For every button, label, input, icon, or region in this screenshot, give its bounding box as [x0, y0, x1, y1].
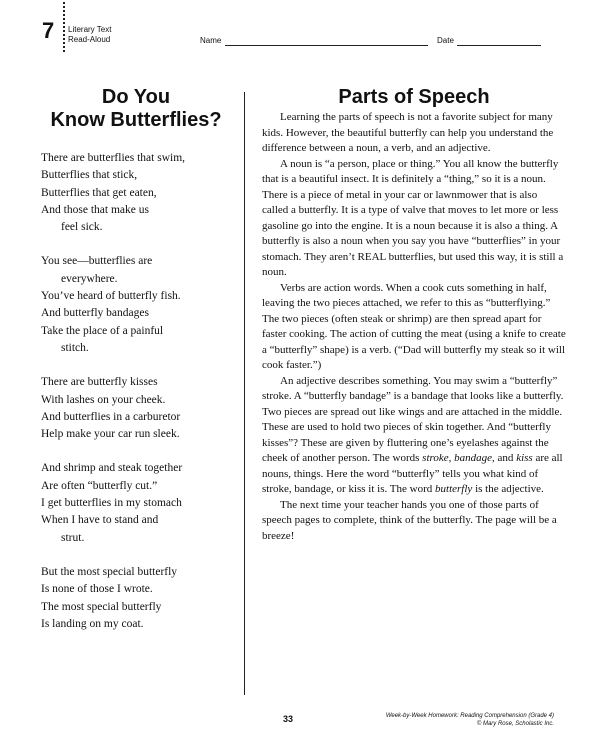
- date-label: Date: [437, 36, 454, 45]
- name-field[interactable]: [225, 45, 428, 46]
- week-number: 7: [42, 18, 55, 43]
- poem-line: You’ve heard of butterfly fish.: [41, 290, 181, 303]
- poem-line: Help make your car run sleek.: [41, 428, 180, 441]
- credit-line-1: Week-by-Week Homework: Reading Comprehension (Grade 4): [385, 713, 554, 719]
- article-title: Parts of Speech: [338, 86, 490, 108]
- poem-line: When I have to stand and: [41, 514, 159, 527]
- poem-line: Is landing on my coat.: [41, 617, 144, 630]
- page-header: [0, 0, 600, 60]
- article-paragraph: A noun is “a person, place or thing.” You all know the butterfly that is a beautiful insect. It is definitely a “thing,” so it is a noun. There is a piece of metal in your car or lawnmower that is also called a butterfly. It is a type of valve that moves to let more or less gasoline go into the engine. It is a noun because it is also a thing. A butterfly is also a noun when you say you have “butterflies” in your stomach. They aren’t REAL butterflies, but used this way, it is still a noun.: [262, 157, 564, 278]
- date-field[interactable]: [457, 45, 541, 46]
- poem-title: [36, 86, 236, 132]
- italic-word: bandage: [454, 452, 493, 464]
- poem-line: And butterflies in a carburetor: [41, 410, 181, 423]
- poem-stanza: [41, 564, 241, 633]
- category-label: [68, 25, 111, 45]
- article-paragraph: Learning the parts of speech is not a favorite subject for many kids. However, the beautiful butterfly can help you understand the difference between a noun, a verb, and an adjective.: [262, 111, 554, 154]
- poem-stanza: [41, 150, 241, 236]
- category-line-2: Read-Aloud: [68, 35, 111, 44]
- poem-line: But the most special butterfly: [41, 565, 178, 578]
- poem-line: With lashes on your cheek.: [41, 393, 166, 406]
- article-paragraph: An adjective describes something. You may swim a “butterfly” stroke. A “butterfly bandage” is a bandage that looks like a butterfly. Two pieces are spread out like wings and are attached in the middle. These are used to hold two pieces of skin together. And “butterfly kisses”? These are given by fluttering one’s eyelashes against the cheek of another person. The words stroke, bandage, and kiss are all nouns, things. Here the word “butterfly” tells you what kind of stroke, bandage, or kiss it is. The word butterfly is the adjective.: [262, 374, 564, 495]
- poem-stanza: [41, 374, 241, 443]
- article-body: [262, 110, 566, 544]
- poem-line: And those that make us: [41, 203, 149, 216]
- poem-line: Butterflies that stick,: [41, 169, 138, 182]
- poem-line: You see—butterflies are: [41, 255, 153, 268]
- copyright-credit: [386, 713, 554, 728]
- poem-line: Are often “butterfly cut.”: [41, 479, 158, 492]
- name-label: Name: [200, 36, 222, 45]
- poem-line: There are butterflies that swim,: [41, 152, 186, 164]
- poem-line: feel sick.: [61, 221, 103, 234]
- poem-line: Take the place of a painful: [41, 324, 164, 337]
- poem-stanza: [41, 253, 241, 357]
- poem-line: strut.: [61, 531, 85, 544]
- italic-word: butterfly: [435, 483, 473, 495]
- category-line-1: Literary Text: [68, 25, 112, 34]
- poem-line: I get butterflies in my stomach: [41, 497, 182, 510]
- italic-word: stroke: [422, 452, 449, 464]
- poem-line: Butterflies that get eaten,: [41, 186, 157, 199]
- credit-line-2: © Mary Rose, Scholastic Inc.: [476, 720, 554, 727]
- italic-word: kiss: [516, 452, 533, 464]
- poem-line: The most special butterfly: [41, 600, 162, 613]
- poem-line: There are butterfly kisses: [41, 376, 158, 389]
- dotted-divider: [63, 2, 65, 52]
- poem-line: stitch.: [61, 341, 89, 354]
- poem-title-line-1: Do You: [101, 86, 171, 108]
- article-paragraph: Verbs are action words. When a cook cuts something in half, leaving the two pieces attached, we refer to this as “butterflying.” The two pieces (often steak or shrimp) are then spread apart for faster cooking. The action of cutting the meat (using a knife to create a “butterfly” shape) is a verb. (“Dad will butterfly my steak so it will cook faster.”): [262, 281, 566, 371]
- column-divider: [244, 92, 245, 695]
- poem-line: And butterfly bandages: [41, 307, 149, 320]
- poem-line: Is none of those I wrote.: [41, 583, 153, 596]
- article-paragraph: The next time your teacher hands you one of those parts of speech pages to complete, think of the butterfly. The page will be a breeze!: [262, 498, 557, 542]
- poem-title-line-2: Know Butterflies?: [50, 109, 222, 131]
- poem-line: everywhere.: [61, 272, 118, 285]
- poem-stanza: [41, 460, 241, 546]
- page-number: 33: [283, 714, 294, 724]
- poem-body: [41, 150, 241, 650]
- poem-line: And shrimp and steak together: [41, 462, 183, 475]
